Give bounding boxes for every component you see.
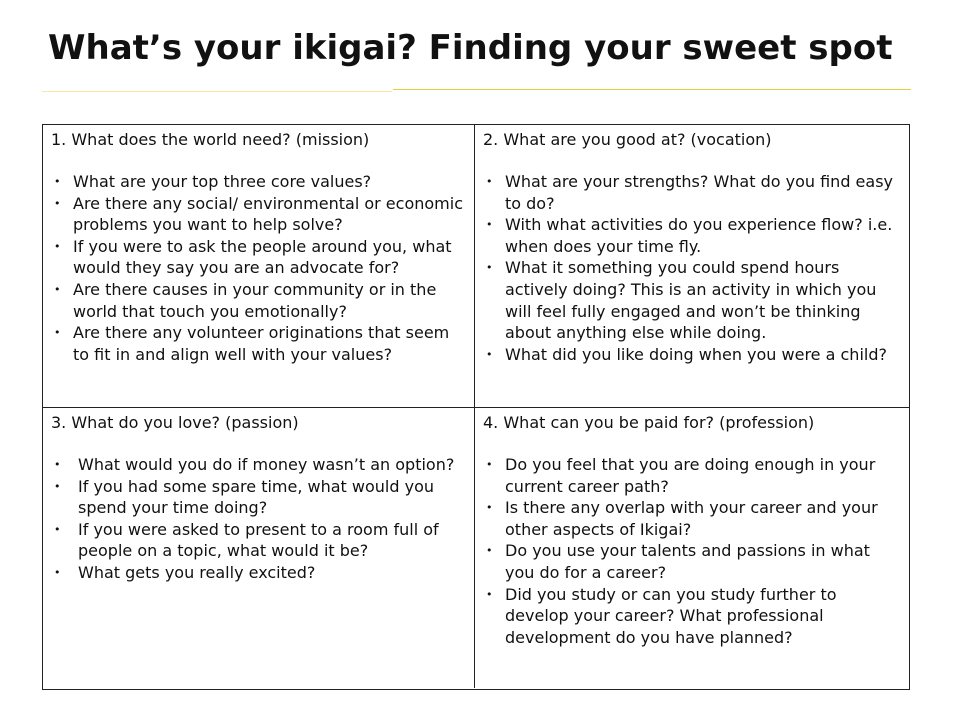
quadrant-mission — [43, 125, 475, 408]
title-underline-right — [393, 89, 911, 90]
question-list — [483, 454, 903, 648]
question-item — [51, 279, 468, 322]
question-item — [483, 344, 903, 366]
question-item — [51, 476, 468, 519]
slide-title: What’s your ikigai? Finding your sweet spot — [48, 28, 893, 68]
bullet-icon: • — [54, 522, 61, 536]
ikigai-quadrant-table — [42, 124, 910, 690]
question-item — [51, 562, 468, 584]
bullet-icon: • — [54, 565, 61, 579]
question-item — [483, 171, 903, 214]
question-item — [51, 454, 468, 476]
question-list — [483, 171, 903, 365]
question-text: If you were asked to present to a room full of people on a topic, what would it be? — [78, 519, 439, 561]
question-text: Did you study or can you study further to develop your career? What professional development do you have planned? — [505, 584, 837, 647]
question-text: What are your top three core values? — [73, 172, 372, 191]
bullet-icon: • — [54, 175, 61, 188]
question-item — [483, 454, 903, 497]
quadrant-heading: 4. What can you be paid for? (profession) — [483, 413, 815, 432]
question-text: What are your strengths? What do you find easy to do? — [505, 172, 894, 213]
bullet-icon: • — [54, 326, 61, 340]
question-item — [51, 519, 468, 562]
quadrant-profession — [475, 408, 909, 688]
bullet-icon: • — [486, 218, 493, 232]
question-list — [51, 171, 468, 365]
quadrant-vocation — [475, 125, 909, 408]
bullet-icon: • — [54, 282, 61, 296]
question-text: If you were to ask the people around you, what would they say you are an advocate for? — [73, 236, 452, 278]
bullet-icon: • — [486, 587, 493, 601]
bullet-icon: • — [54, 196, 61, 210]
title-underline-left — [42, 91, 392, 92]
question-item — [51, 322, 468, 365]
bullet-icon: • — [486, 175, 493, 188]
bullet-icon: • — [54, 458, 61, 471]
question-text: Is there any overlap with your career and your other aspects of Ikigai? — [505, 498, 878, 539]
question-item — [51, 193, 468, 236]
question-item — [483, 540, 903, 583]
quadrant-passion — [43, 408, 475, 688]
quadrant-heading: 1. What does the world need? (mission) — [51, 130, 370, 149]
question-list — [51, 454, 468, 584]
question-text: With what activities do you experience flow? i.e. when does your time fly. — [505, 215, 893, 256]
question-text: Do you use your talents and passions in what you do for a career? — [505, 541, 870, 582]
question-text: What would you do if money wasn’t an option? — [78, 455, 455, 474]
question-text: What did you like doing when you were a child? — [505, 344, 887, 364]
question-text: Are there causes in your community or in the world that touch you emotionally? — [73, 279, 437, 321]
question-item — [51, 236, 468, 279]
question-text: Are there any volunteer originations that seem to fit in and align well with your values? — [73, 323, 450, 364]
quadrant-heading: 3. What do you love? (passion) — [51, 413, 299, 432]
question-item — [483, 257, 903, 343]
bullet-icon: • — [54, 479, 61, 493]
quadrant-heading: 2. What are you good at? (vocation) — [483, 130, 772, 149]
question-text: What it something you could spend hours actively doing? This is an activity in which you will feel fully engaged and won’t be thinking about anything else while doing. — [505, 258, 877, 343]
bullet-icon: • — [486, 347, 493, 361]
bullet-icon: • — [486, 544, 493, 558]
question-text: What gets you really excited? — [78, 562, 316, 582]
question-item — [483, 214, 903, 257]
bullet-icon: • — [486, 261, 493, 275]
question-item — [483, 584, 903, 649]
question-item — [51, 171, 468, 193]
question-text: If you had some spare time, what would you spend your time doing? — [78, 476, 435, 518]
bullet-icon: • — [54, 239, 61, 253]
bullet-icon: • — [486, 501, 493, 515]
question-text: Do you feel that you are doing enough in your current career path? — [505, 455, 876, 496]
question-item — [483, 497, 903, 540]
bullet-icon: • — [486, 458, 493, 471]
question-text: Are there any social/ environmental or economic problems you want to help solve? — [73, 193, 463, 235]
